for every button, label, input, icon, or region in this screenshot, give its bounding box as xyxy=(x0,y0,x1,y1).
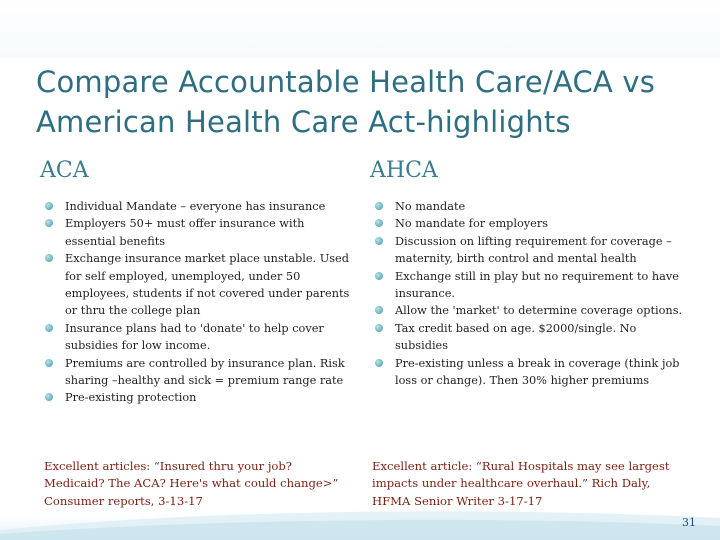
bullet-icon xyxy=(375,219,383,227)
list-item xyxy=(374,320,690,355)
bullet-icon xyxy=(375,237,383,245)
list-item-text: Allow the 'market' to determine coverage options. xyxy=(395,304,683,318)
aca-articles-note: Excellent articles: “Insured thru your job? Medicaid? The ACA? Here's what could change>” Consumer reports, 3-13-17 xyxy=(44,459,339,508)
top-decoration xyxy=(0,0,720,58)
bullet-icon xyxy=(45,202,53,210)
list-item-text: Individual Mandate – everyone has insurance xyxy=(65,200,326,213)
list-item xyxy=(44,250,354,320)
list-item xyxy=(374,198,690,215)
list-item xyxy=(374,355,690,390)
list-item xyxy=(374,268,690,303)
list-item xyxy=(44,389,354,406)
bullet-icon xyxy=(375,306,383,314)
list-item-text: No mandate xyxy=(395,200,466,213)
page-number: 31 xyxy=(682,516,696,529)
list-item-text: Tax credit based on age. $2000/single. No subsidies xyxy=(395,321,637,353)
bullet-icon xyxy=(375,324,383,332)
ahca-heading: AHCA xyxy=(370,158,438,183)
list-item-text: Exchange insurance market place unstable. Used for self employed, unemployed, under 50 employees, students if not covered under parents or thru the college plan xyxy=(65,252,350,318)
list-item xyxy=(374,233,690,268)
list-item-text: Exchange still in play but no requirement to have insurance. xyxy=(395,269,679,301)
bullet-icon xyxy=(45,393,53,401)
aca-bullet-list xyxy=(44,198,354,407)
list-item xyxy=(44,320,354,355)
aca-heading: ACA xyxy=(40,158,89,183)
bullet-icon xyxy=(375,272,383,280)
ahca-articles-note: Excellent article: “Rural Hospitals may see largest impacts under healthcare overhaul.” Rich Daly, HFMA Senior Writer 3-17-17 xyxy=(372,459,670,508)
list-item-text: Pre-existing unless a break in coverage (think job loss or change). Then 30% higher premiums xyxy=(395,356,680,388)
list-item xyxy=(44,198,354,215)
list-item-text: Discussion on lifting requirement for coverage – maternity, birth control and mental health xyxy=(395,234,672,266)
bullet-icon xyxy=(45,359,53,367)
list-item xyxy=(44,215,354,250)
list-item xyxy=(374,215,690,232)
list-item-text: No mandate for employers xyxy=(395,217,549,231)
list-item-text: Pre-existing protection xyxy=(65,391,197,405)
list-item-text: Premiums are controlled by insurance plan. Risk sharing –healthy and sick = premium range rate xyxy=(65,356,345,388)
bullet-icon xyxy=(45,219,53,227)
bullet-icon xyxy=(45,324,53,332)
bullet-icon xyxy=(375,359,383,367)
bullet-icon xyxy=(45,254,53,262)
slide-title: Compare Accountable Health Care/ACA vs American Health Care Act-highlights xyxy=(36,65,656,139)
list-item xyxy=(44,355,354,390)
bullet-icon xyxy=(375,202,383,210)
list-item-text: Employers 50+ must offer insurance with essential benefits xyxy=(65,217,305,248)
ahca-bullet-list xyxy=(374,198,690,389)
list-item-text: Insurance plans had to 'donate' to help cover subsidies for low income. xyxy=(65,321,324,353)
list-item xyxy=(374,302,690,319)
